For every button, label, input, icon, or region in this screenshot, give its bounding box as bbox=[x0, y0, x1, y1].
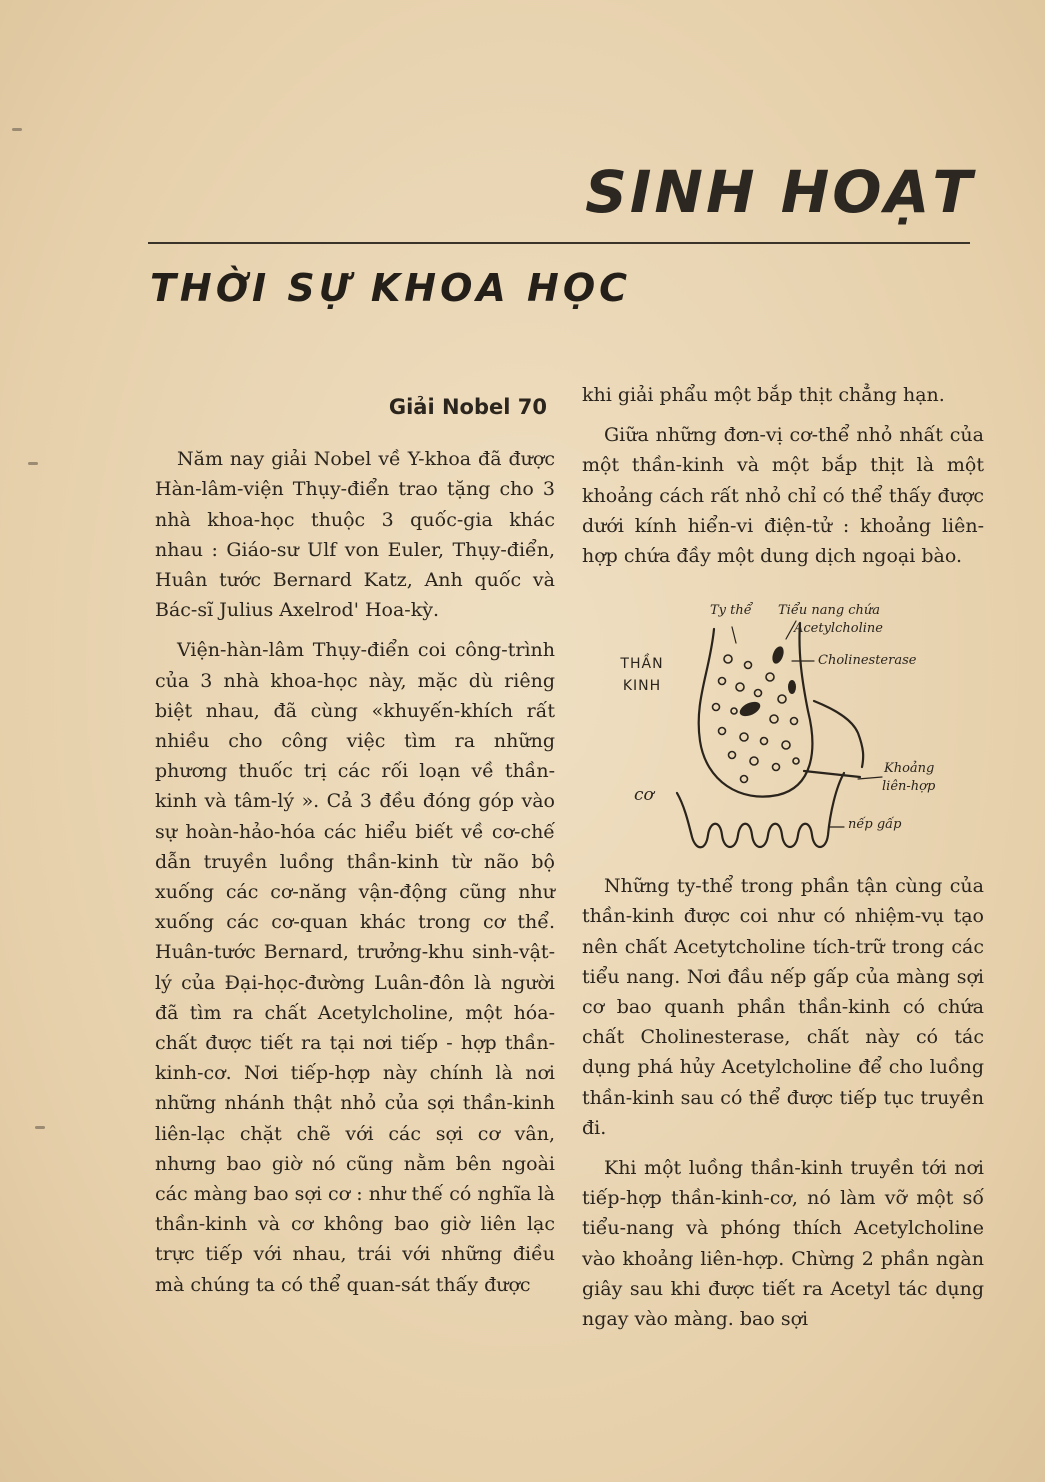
label-nep-gap: nếp gấp bbox=[848, 817, 902, 833]
label-khoang: Khoảng bbox=[884, 761, 935, 777]
label-than-kinh: THẦN KINH bbox=[620, 656, 664, 695]
paragraph: khi giải phẩu một bắp thịt chẳng hạn. bbox=[582, 384, 945, 406]
article-headline: THỜI SỰ KHOA HỌC bbox=[150, 266, 632, 310]
label-ty-the: Ty thể bbox=[710, 603, 752, 619]
paragraph: Giữa những đơn-vị cơ-thể nhỏ nhất của một thần-kinh và một bắp thịt là một khoảng cách rất nhỏ chỉ có thể thấy được dưới kính hiển-vi điện-tử : khoảng liên-hợp chứa đầy một dung dịch ngoại bào. bbox=[582, 424, 984, 568]
right-column bbox=[582, 380, 984, 1344]
binding-mark bbox=[28, 462, 38, 465]
subhead: Giải Nobel 70 bbox=[388, 395, 547, 419]
binding-mark bbox=[12, 128, 22, 131]
synapse-drawing bbox=[582, 581, 984, 863]
label-acetylcholine: Acetylcholine bbox=[794, 621, 883, 637]
header-rule bbox=[148, 242, 970, 244]
binding-mark bbox=[35, 1126, 45, 1129]
paragraph: Khi một luồng thần-kinh truyền tới nơi tiếp-hợp thần-kinh-cơ, nó làm vỡ một số tiểu-nang và phóng thích Acetylcholine vào khoảng liên-hợp. Chừng 2 phần ngàn giây sau khi được tiết ra Acetyl tác dụng ngay vào màng. bao sợi bbox=[582, 1157, 984, 1331]
label-cholinesterase: Cholinesterase bbox=[818, 653, 917, 669]
paragraph: Những ty-thể trong phần tận cùng của thần-kinh được coi như có nhiệm-vụ tạo nên chất Acetytcholine tích-trữ trong các tiểu nang. Nơi đầu nếp gấp của màng sợi cơ bao quanh phần thần-kinh có chứa chất Cholinesterase, chất này có tác dụng phá hủy Acetylcholine để cho luồng thần-kinh sau có thể được tiếp tục truyền đi. bbox=[582, 875, 984, 1139]
label-co: cơ bbox=[634, 785, 654, 806]
left-column bbox=[155, 388, 555, 1310]
label-lien-hop: liên-hợp bbox=[882, 779, 936, 795]
synapse-diagram bbox=[582, 581, 984, 863]
label-tieu-nang: Tiểu nang chứa bbox=[778, 603, 881, 619]
paragraph: Viện-hàn-lâm Thụy-điển coi công-trình của 3 nhà khoa-học này, mặc dù riêng biệt nhau, đã cùng «khuyến-khích rất nhiều cho công việc tìm ra những phương thuốc trị các rối loạn về thần-kinh và tâm-lý ». Cả 3 đều đóng góp vào sự hoàn-hảo-hóa các hiểu biết về cơ-chế dẫn truyền luồng thần-kinh từ não bộ xuống các cơ-năng vận-động cũng như xuống các cơ-quan khác trong cơ thể. Huân-tước Bernard, trưởng-khu sinh-vật-lý của Đại-học-đường Luân-đôn là người đã tìm ra chất Acetylcholine, một hóa-chất được tiết ra tại nơi tiếp - hợp thần-kinh-cơ. Nơi tiếp-hợp này chính là nơi những nhánh thật nhỏ của sợi thần-kinh liên-lạc chặt chẽ với các sợi cơ vân, nhưng bao giờ nó cũng nằm bên ngoài các màng bao sợi cơ : như thế có nghĩa là thần-kinh và cơ không bao giờ liên lạc trực tiếp với nhau, trái với những điều mà chúng ta có thể quan-sát thấy được bbox=[155, 639, 555, 1296]
section-title: SINH HOẠT bbox=[585, 158, 975, 226]
paragraph: Năm nay giải Nobel về Y-khoa đã được Hàn-lâm-viện Thụy-điển trao tặng cho 3 nhà khoa-học thuộc 3 quốc-gia khác nhau : Giáo-sư Ulf von Euler, Thụy-điển, Huân tước Bernard Katz, Anh quốc và Bác-sĩ Julius Axelrod' Hoa-kỳ. bbox=[155, 448, 555, 622]
